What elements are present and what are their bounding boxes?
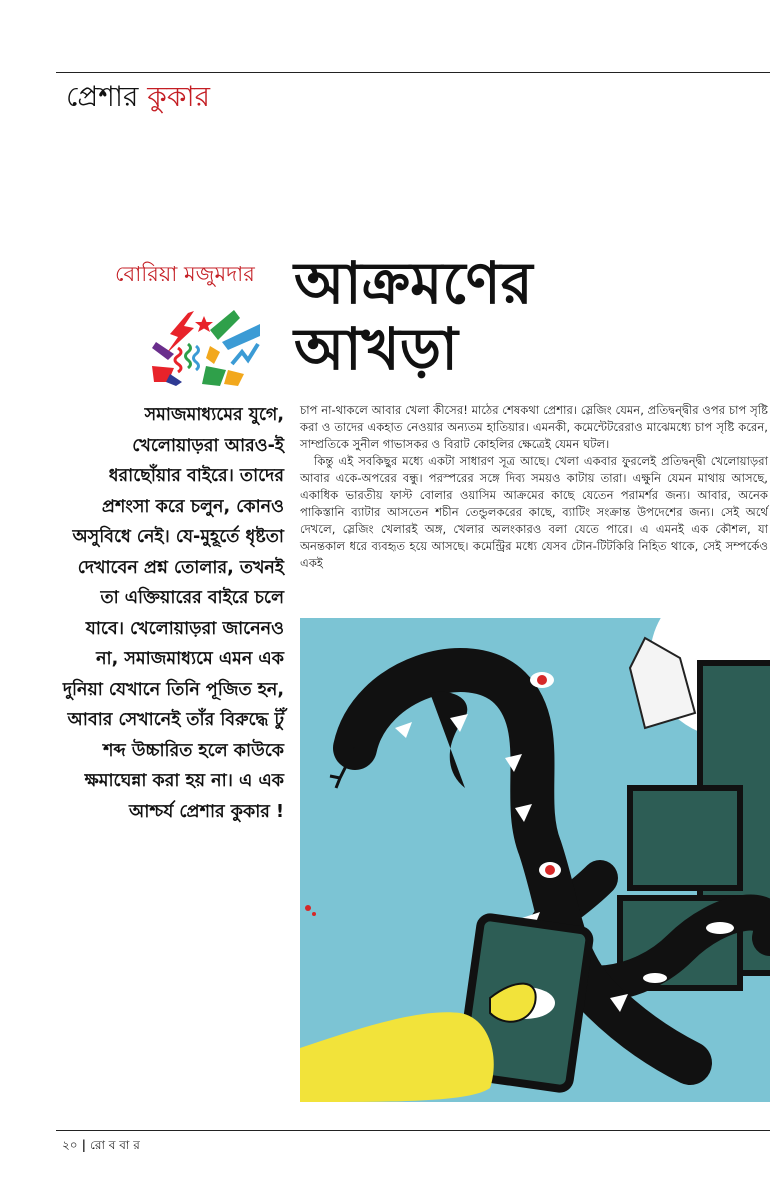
article-paragraph-1: চাপ না-থাকলে আবার খেলা কীসের! মাঠের শেষকথা প্রেশার। স্লেজিং যেমন, প্রতিদ্বন্দ্বীর ওপর চাপ সৃষ্টি করা ও তাদের একহাত নেওয়ার অন্যতম হাতিয়ার। এমনকী, কমেন্টেটরেরাও মাঝেমধ্যে চাপ সৃষ্টি করেন, সাম্প্রতিকে সুনীল গাভাসকর ও বিরাট কোহলির ক্ষেত্রেই যেমন ঘটল।	[300, 403, 768, 451]
section-title-word1: প্রেশার	[66, 80, 139, 113]
pull-quote: সমাজমাধ্যমের যুগে, খেলোয়াড়রা আরও-ই ধরাছোঁয়ার বাইরে। তাদের প্রশংসা করে চলুন, কোনও অসুবিধে নেই। যে-মুহূর্তে ধৃষ্টতা দেখাবেন প্রশ্ন তোলার, তখনই তা এক্তিয়ারের বাইরে চলে যাবে। খেলোয়াড়রা জানেনও না, সমাজমাধ্যমে এমন এক দুনিয়া যেখানে তিনি পূজিত হন, আবার সেখানেই তাঁর বিরুদ্ধে টুঁ শব্দ উচ্চারিত হলে কাউকে ক্ষমাঘেন্না করা হয় না। এ এক আশ্চর্য প্রেশার কুকার !	[62, 405, 284, 822]
snake-illustration	[300, 618, 770, 1102]
headline-line2: আখড়া	[294, 315, 458, 383]
article-body	[300, 402, 768, 572]
section-title	[66, 80, 210, 114]
headline-line1: আক্রমণের	[294, 249, 533, 317]
page-number: ২০	[62, 1138, 78, 1152]
publication-name: রো ব বা র	[90, 1138, 140, 1152]
bottom-rule	[56, 1130, 770, 1131]
author-byline: বোরিয়া মজুমদার	[115, 262, 255, 286]
sports-logo	[148, 308, 262, 388]
page-footer	[62, 1137, 140, 1157]
headline	[294, 250, 533, 382]
article-paragraph-2: কিন্তু এই সবকিছুর মধ্যে একটা সাধারণ সূত্র আছে। খেলা একবার ফুরলেই প্রতিদ্বন্দ্বী খেলোয়াড়রা আবার একে-অপরের বন্ধু। পরস্পরের সঙ্গে দিব্য সময়ও কাটায় তারা। এক্ষুনি যেমন মাথায় আসছে, একাধিক ভারতীয় ফাস্ট বোলার ওয়াসিম আক্রমের কাছে যেতেন পরামর্শর জন্য। আবার, অনেক পাকিস্তানি ব্যাটার আসতেন শচীন তেন্ডুলকরের কাছে, ব্যাটিং সংক্রান্ত উপদেশের জন্য। সেই অর্থে দেখলে, স্লেজিং খেলারই অঙ্গ, খেলার অলংকারও বলা যেতে পারে। এ এমনই এক কৌশল, যা অনন্তকাল ধরে ব্যবহৃত হয়ে আসছে। কমেন্ট্রির মধ্যে যেসব টোন-টিটকিরি নিহিত থাকে, সেই সম্পর্কেও একই	[300, 454, 768, 570]
footer-separator: |	[81, 1138, 86, 1152]
top-rule	[56, 72, 770, 73]
section-title-word2: কুকার	[147, 80, 210, 113]
